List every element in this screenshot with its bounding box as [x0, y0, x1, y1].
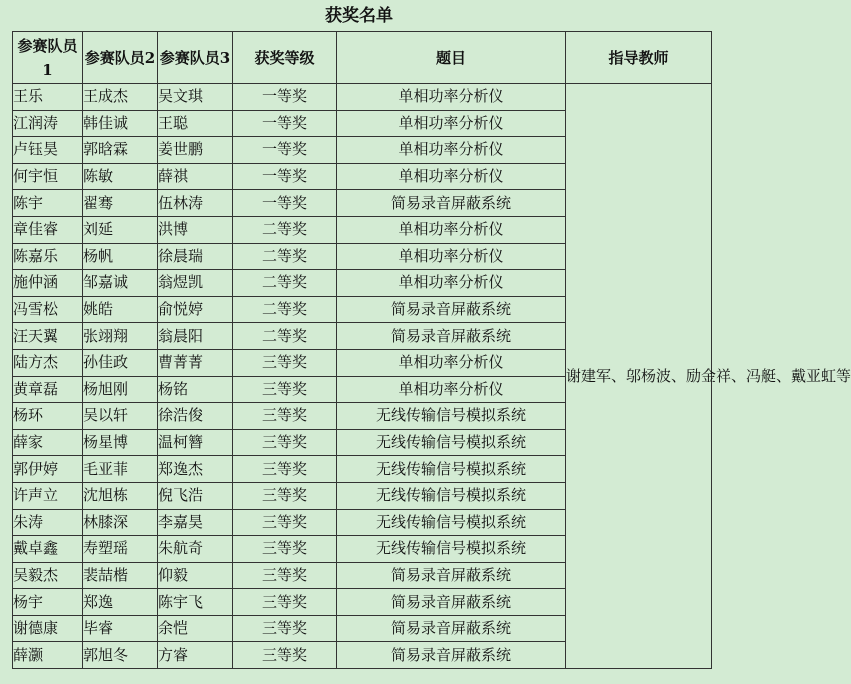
cell-member-3: 徐晨瑞: [158, 243, 233, 270]
cell-member-2: 姚皓: [83, 296, 158, 323]
cell-member-2: 林膝深: [83, 509, 158, 536]
cell-award-level: 三等奖: [233, 509, 337, 536]
cell-member-1: 许声立: [13, 482, 83, 509]
cell-award-level: 二等奖: [233, 323, 337, 350]
cell-member-1: 施仲涵: [13, 270, 83, 297]
header-member-2: 参赛队员2: [83, 32, 158, 84]
cell-member-3: 薛祺: [158, 163, 233, 190]
cell-topic: 单相功率分析仪: [337, 376, 566, 403]
cell-award-level: 一等奖: [233, 137, 337, 164]
header-topic: 题目: [337, 32, 566, 84]
cell-member-1: 汪天翼: [13, 323, 83, 350]
header-member-3: 参赛队员3: [158, 32, 233, 84]
cell-member-1: 朱涛: [13, 509, 83, 536]
cell-topic: 简易录音屏蔽系统: [337, 589, 566, 616]
cell-member-2: 杨帆: [83, 243, 158, 270]
cell-member-3: 朱航奇: [158, 536, 233, 563]
cell-award-level: 二等奖: [233, 243, 337, 270]
cell-member-3: 方睿: [158, 642, 233, 669]
cell-award-level: 二等奖: [233, 270, 337, 297]
cell-topic: 单相功率分析仪: [337, 349, 566, 376]
cell-topic: 简易录音屏蔽系统: [337, 562, 566, 589]
cell-member-1: 郭伊婷: [13, 456, 83, 483]
cell-member-2: 郑逸: [83, 589, 158, 616]
cell-award-level: 一等奖: [233, 110, 337, 137]
table-body: [13, 84, 851, 669]
cell-award-level: 三等奖: [233, 456, 337, 483]
cell-member-3: 郑逸杰: [158, 456, 233, 483]
cell-member-2: 孙佳政: [83, 349, 158, 376]
cell-topic: 简易录音屏蔽系统: [337, 642, 566, 669]
cell-member-1: 薛家: [13, 429, 83, 456]
cell-topic: 无线传输信号模拟系统: [337, 429, 566, 456]
cell-topic: 单相功率分析仪: [337, 137, 566, 164]
cell-topic: 无线传输信号模拟系统: [337, 482, 566, 509]
cell-award-level: 二等奖: [233, 296, 337, 323]
cell-member-3: 王聪: [158, 110, 233, 137]
cell-member-3: 吴文琪: [158, 84, 233, 111]
cell-member-1: 江润涛: [13, 110, 83, 137]
cell-member-2: 刘延: [83, 216, 158, 243]
cell-topic: 单相功率分析仪: [337, 110, 566, 137]
cell-award-level: 三等奖: [233, 376, 337, 403]
header-award-level: 获奖等级: [233, 32, 337, 84]
cell-topic: 单相功率分析仪: [337, 270, 566, 297]
cell-member-2: 郭晗霖: [83, 137, 158, 164]
cell-member-3: 翁晨阳: [158, 323, 233, 350]
cell-award-level: 一等奖: [233, 190, 337, 217]
cell-member-2: 郭旭冬: [83, 642, 158, 669]
cell-award-level: 三等奖: [233, 536, 337, 563]
cell-award-level: 三等奖: [233, 562, 337, 589]
cell-member-3: 李嘉昊: [158, 509, 233, 536]
cell-member-1: 章佳睿: [13, 216, 83, 243]
cell-member-2: 邹嘉诚: [83, 270, 158, 297]
cell-award-level: 三等奖: [233, 615, 337, 642]
awards-table: [12, 31, 851, 669]
cell-award-level: 三等奖: [233, 589, 337, 616]
cell-member-2: 沈旭栋: [83, 482, 158, 509]
cell-member-2: 张翊翔: [83, 323, 158, 350]
cell-topic: 无线传输信号模拟系统: [337, 536, 566, 563]
cell-member-2: 毕睿: [83, 615, 158, 642]
cell-member-1: 薛灏: [13, 642, 83, 669]
cell-member-2: 寿塑瑶: [83, 536, 158, 563]
cell-member-3: 余恺: [158, 615, 233, 642]
cell-topic: 简易录音屏蔽系统: [337, 615, 566, 642]
cell-award-level: 一等奖: [233, 163, 337, 190]
cell-member-2: 翟骞: [83, 190, 158, 217]
cell-member-1: 黄章磊: [13, 376, 83, 403]
cell-member-3: 姜世鹏: [158, 137, 233, 164]
cell-topic: 单相功率分析仪: [337, 84, 566, 111]
cell-member-3: 翁煜凯: [158, 270, 233, 297]
cell-topic: 简易录音屏蔽系统: [337, 190, 566, 217]
cell-member-3: 仰毅: [158, 562, 233, 589]
cell-member-1: 杨宇: [13, 589, 83, 616]
cell-award-level: 二等奖: [233, 216, 337, 243]
cell-member-2: 毛亚菲: [83, 456, 158, 483]
cell-member-1: 王乐: [13, 84, 83, 111]
cell-award-level: 三等奖: [233, 403, 337, 430]
cell-member-3: 曹菁菁: [158, 349, 233, 376]
cell-advisors: 谢建军、邬杨波、励金祥、冯艇、戴亚虹等: [566, 84, 712, 669]
cell-award-level: 三等奖: [233, 429, 337, 456]
cell-member-3: 温柯簪: [158, 429, 233, 456]
cell-award-level: 一等奖: [233, 84, 337, 111]
cell-topic: 无线传输信号模拟系统: [337, 403, 566, 430]
cell-member-3: 洪博: [158, 216, 233, 243]
document-title: 获奖名单: [325, 6, 393, 26]
cell-member-1: 陈宇: [13, 190, 83, 217]
cell-member-1: 陆方杰: [13, 349, 83, 376]
cell-member-3: 陈宇飞: [158, 589, 233, 616]
cell-topic: 单相功率分析仪: [337, 243, 566, 270]
cell-member-3: 俞悦婷: [158, 296, 233, 323]
cell-member-2: 杨旭刚: [83, 376, 158, 403]
cell-member-3: 杨铭: [158, 376, 233, 403]
table-header-row: [13, 32, 712, 84]
cell-topic: 简易录音屏蔽系统: [337, 323, 566, 350]
cell-member-1: 吴毅杰: [13, 562, 83, 589]
cell-award-level: 三等奖: [233, 642, 337, 669]
cell-member-1: 卢钰昊: [13, 137, 83, 164]
cell-member-1: 杨环: [13, 403, 83, 430]
cell-member-1: 陈嘉乐: [13, 243, 83, 270]
cell-member-3: 徐浩俊: [158, 403, 233, 430]
cell-member-1: 冯雪松: [13, 296, 83, 323]
cell-member-2: 韩佳诚: [83, 110, 158, 137]
cell-topic: 简易录音屏蔽系统: [337, 296, 566, 323]
header-member-1: 参赛队员1: [13, 32, 83, 84]
cell-member-3: 倪飞浩: [158, 482, 233, 509]
header-advisors: 指导教师: [566, 32, 712, 84]
cell-topic: 无线传输信号模拟系统: [337, 456, 566, 483]
cell-award-level: 三等奖: [233, 349, 337, 376]
cell-member-2: 吴以轩: [83, 403, 158, 430]
cell-topic: 无线传输信号模拟系统: [337, 509, 566, 536]
cell-member-1: 谢德康: [13, 615, 83, 642]
cell-topic: 单相功率分析仪: [337, 216, 566, 243]
cell-member-3: 伍林涛: [158, 190, 233, 217]
cell-award-level: 三等奖: [233, 482, 337, 509]
cell-member-2: 杨星博: [83, 429, 158, 456]
cell-member-1: 戴卓鑫: [13, 536, 83, 563]
cell-member-2: 裴喆楷: [83, 562, 158, 589]
cell-member-2: 王成杰: [83, 84, 158, 111]
cell-member-2: 陈敏: [83, 163, 158, 190]
cell-member-1: 何宇恒: [13, 163, 83, 190]
cell-topic: 单相功率分析仪: [337, 163, 566, 190]
table-row: [13, 84, 712, 111]
